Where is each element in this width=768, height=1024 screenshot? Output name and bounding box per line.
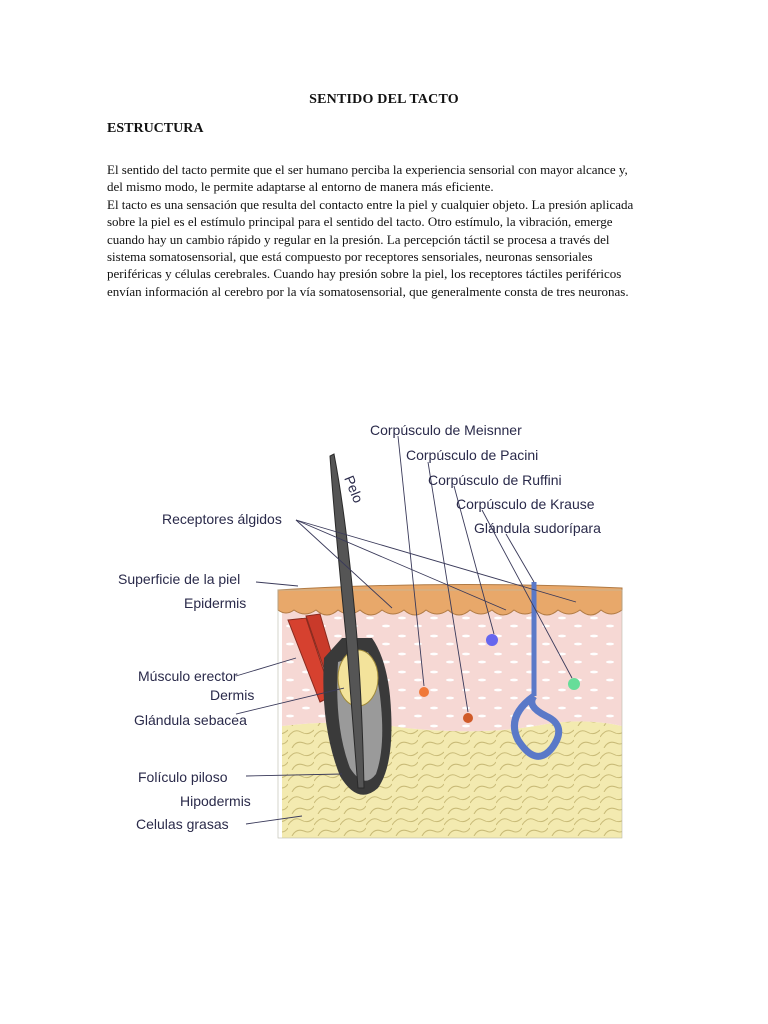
- label-pelo: Pelo: [341, 473, 367, 506]
- meissner-corpuscle: [419, 687, 429, 697]
- document-title: SENTIDO DEL TACTO: [309, 92, 459, 107]
- paragraph-1: El sentido del tacto permite que el ser humano perciba la experiencia sensorial con mayor alcance y, del mismo modo, le permite adaptarse al entorno de manera más eficiente.: [107, 162, 628, 195]
- label-hipodermis: Hipodermis: [180, 793, 251, 809]
- label-pacini: Corpúsculo de Pacini: [406, 447, 539, 463]
- skin-diagram-svg: [106, 396, 636, 848]
- krause-corpuscle: [568, 678, 580, 690]
- label-sudoripara: Glándula sudorípara: [474, 520, 601, 536]
- section-heading: ESTRUCTURA: [107, 121, 204, 136]
- skin-diagram: [106, 396, 636, 848]
- label-meisnner: Corpúsculo de Meisnner: [370, 422, 522, 438]
- ruffini-corpuscle: [486, 634, 498, 646]
- label-dermis: Dermis: [210, 687, 255, 703]
- body-text: [107, 161, 642, 300]
- label-superficie: Superficie de la piel: [118, 571, 241, 587]
- label-krause: Corpúsculo de Krause: [456, 496, 595, 512]
- paragraph-2: El tacto es una sensación que resulta del contacto entre la piel y cualquier objeto. La presión aplicada sobre la piel es el estímulo principal para el sentido del tacto. Otro estímulo, la vibración, emerge cuando hay un cambio rápido y regular en la presión. La percepción táctil se procesa a través del sistema somatosensorial, que está compuesto por receptores sensoriales, neuronas sensoriales periféricas y células cerebrales. Cuando hay presión sobre la piel, los receptores táctiles periféricos envían información al cerebro por la vía somatosensorial, que generalmente consta de tres neuronas.: [107, 196, 634, 299]
- label-receptores: Receptores álgidos: [162, 511, 282, 527]
- pacini-corpuscle: [463, 713, 473, 723]
- label-epidermis: Epidermis: [184, 595, 247, 611]
- label-celulas: Celulas grasas: [136, 816, 229, 832]
- label-sebacea: Glándula sebacea: [134, 712, 247, 728]
- label-foliculo: Folículo piloso: [138, 769, 228, 785]
- label-ruffini: Corpúsculo de Ruffini: [428, 472, 562, 488]
- label-musculo: Músculo erector: [138, 668, 238, 684]
